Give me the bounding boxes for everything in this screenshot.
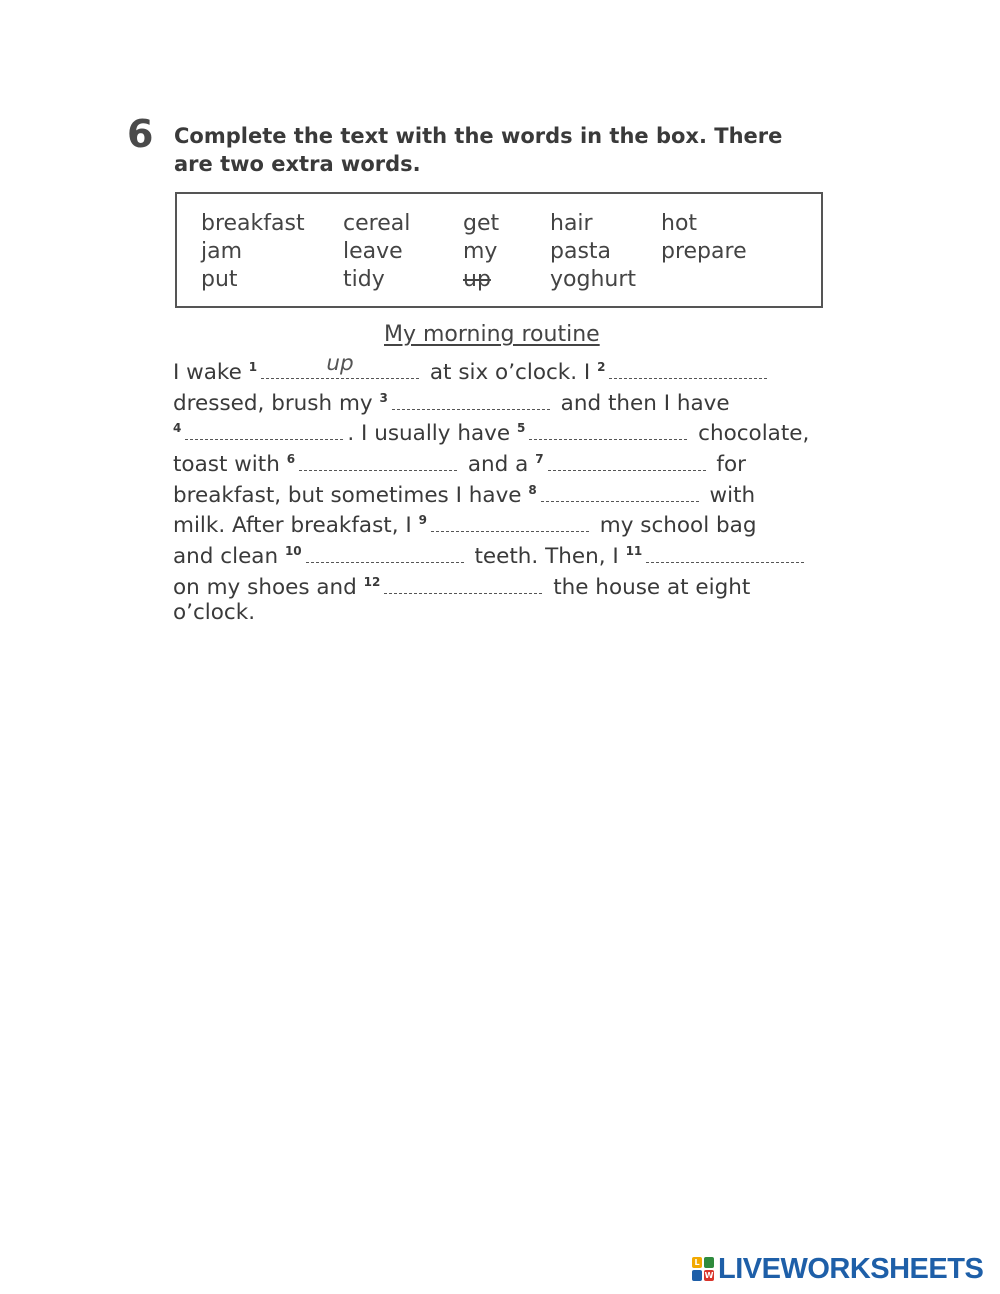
story-line	[173, 383, 833, 414]
word-box-item: prepare	[661, 239, 747, 264]
liveworksheets-logo[interactable]	[692, 1254, 983, 1284]
exercise-number: 6	[127, 112, 154, 156]
gap-3-input[interactable]	[392, 391, 550, 410]
story-text-segment: o’clock.	[173, 599, 256, 625]
gap-9-input[interactable]	[431, 513, 589, 532]
story-text-segment: . I usually have	[347, 421, 517, 447]
story-text-segment: I wake	[173, 360, 249, 385]
gap-number: 6	[286, 452, 296, 467]
story-title: My morning routine	[384, 322, 600, 347]
gap-number: 9	[418, 513, 427, 528]
gap-10-input[interactable]	[306, 544, 464, 563]
story-text-segment: dressed, brush my	[173, 390, 380, 416]
word-box-item: hot	[661, 211, 698, 236]
story-text-segment: chocolate,	[691, 421, 810, 447]
gap-number: 4	[173, 421, 182, 436]
story-text-segment: and a	[461, 452, 536, 478]
word-box-item: my	[463, 239, 498, 264]
story-text-segment: with	[702, 482, 756, 508]
word-box	[175, 192, 823, 308]
story-line	[173, 352, 833, 383]
gap-6-input[interactable]	[299, 452, 457, 471]
gap-5-input[interactable]	[529, 421, 687, 440]
story-text-segment: for	[709, 452, 746, 478]
story-text-segment: my school bag	[592, 513, 757, 539]
logo-mark-tile: L	[692, 1257, 702, 1268]
word-box-item: get	[463, 211, 500, 236]
word-box-item: breakfast	[201, 211, 305, 236]
story-line	[173, 598, 833, 629]
gap-2-input[interactable]	[609, 360, 767, 379]
story-text-segment: on my shoes and	[173, 574, 364, 600]
gap-number: 1	[248, 360, 258, 374]
gap-number: 11	[625, 544, 643, 559]
word-box-item: cereal	[343, 211, 411, 236]
word-box-item: put	[201, 267, 238, 292]
word-box-item-crossed: up	[463, 267, 491, 292]
story-text-segment: and clean	[173, 544, 285, 570]
logo-mark-tile	[704, 1257, 714, 1268]
gap-7-input[interactable]	[548, 452, 706, 471]
word-box-item: leave	[343, 239, 403, 264]
gap-4-input[interactable]	[185, 421, 343, 440]
example-answer: up	[326, 351, 354, 377]
story-line	[173, 444, 833, 478]
word-box-item: yoghurt	[550, 267, 637, 292]
gap-number: 8	[528, 482, 537, 497]
gap-12-input[interactable]	[384, 575, 542, 594]
story-line	[173, 567, 833, 598]
story-text-segment: at six o’clock. I	[423, 360, 598, 385]
word-box-item: pasta	[550, 239, 612, 264]
gap-1-example	[261, 351, 419, 379]
gap-number: 3	[379, 390, 388, 405]
exercise-instruction: Complete the text with the words in the box. There are two extra words.	[174, 124, 783, 176]
word-box-item: jam	[201, 239, 243, 264]
word-box-item: hair	[550, 211, 593, 236]
story-line	[173, 413, 833, 447]
story-text-segment: and then I have	[553, 390, 730, 416]
story-line	[173, 505, 833, 539]
story-text-segment: the house at eight	[546, 574, 751, 600]
gap-8-input[interactable]	[541, 483, 699, 502]
logo-mark-tile: W	[704, 1271, 714, 1280]
story-text	[173, 352, 833, 628]
logo-mark-icon	[692, 1257, 714, 1281]
gap-number: 12	[363, 574, 381, 589]
story-text-segment: milk. After breakfast, I	[173, 513, 419, 539]
story-text-segment: breakfast, but sometimes I have	[173, 482, 529, 508]
logo-text: LIVEWORKSHEETS	[718, 1252, 984, 1285]
logo-mark-tile	[692, 1270, 702, 1281]
gap-number: 7	[535, 452, 544, 467]
gap-11-input[interactable]	[646, 544, 804, 563]
story-text-segment: teeth. Then, I	[467, 544, 626, 570]
story-text-segment: toast with	[173, 452, 287, 478]
story-line	[173, 536, 833, 570]
gap-number: 2	[597, 360, 606, 374]
gap-number: 10	[284, 544, 302, 559]
gap-number: 5	[516, 421, 526, 436]
story-line	[173, 475, 833, 506]
word-box-item: tidy	[343, 267, 385, 292]
